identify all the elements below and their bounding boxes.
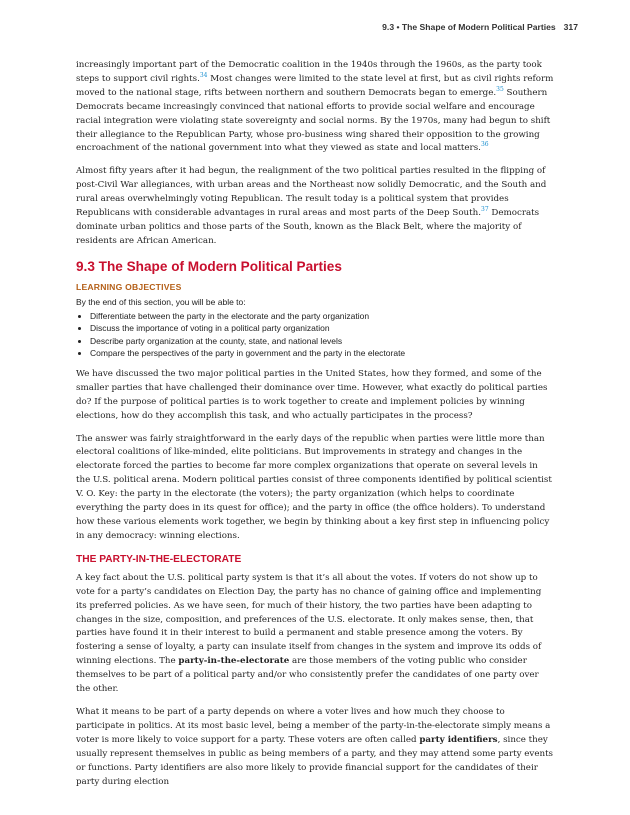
list-item: • Describe party organization at the county, state, and national levels [90, 335, 554, 348]
text-run: , since they usually represent themselves in public as being members of a party, and they may attend some party events or functions. Party identifiers are also more likely to provide financial support for the candidates of their party during election [76, 734, 554, 787]
text-run: are those members of the voting public who consider themselves to be part of a political party and/or who consistently prefer the candidates of one party over the other. [76, 656, 539, 695]
footnote-link-37[interactable]: 37 [481, 206, 489, 214]
subsection-title: THE PARTY-IN-THE-ELECTORATE [76, 553, 242, 565]
paragraph-continuation [76, 59, 554, 156]
footnote-link-35[interactable]: 35 [496, 85, 504, 93]
list-item: • Compare the perspectives of the party in government and the party in the electorate [90, 347, 554, 360]
running-title: 9.3 • The Shape of Modern Political Parties [382, 22, 556, 32]
paragraph-realignment [76, 165, 554, 248]
text-run: A key fact about the U.S. political party system is that it’s all about the votes. If voters do not show up to vote for a party’s candidates on Election Day, the party has no chance of gaining office and implementing its preferred policies. As we have seen, for much of their history, the two parties have been adapting to changes in the size, composition, and preferences of the U.S. electorate. It only makes sense, then, that parties have found it in their interest to build a permanent and stable presence among the voters. By fostering a sense of loyalty, a party can insulate itself from changes in the system and improve its odds of winning elections. The [76, 572, 542, 667]
footnote-link-34[interactable]: 34 [199, 71, 208, 79]
key-term: party identifiers [419, 734, 498, 745]
paragraph-votes [76, 572, 554, 697]
list-item: • Differentiate between the party in the electorate and the party organization [90, 310, 554, 323]
running-header [382, 22, 578, 32]
text-run: Southern Democrats became increasingly convinced that national efforts to provide social welfare and encourage racial integration were violating state sovereignty and social norms. By the 1970s, many had begun to shift their allegiance to the Republican Party, whose pro-business wing shared their opposition to the growing encroachment of the national government into what they viewed as state and local matters. [76, 87, 551, 154]
learning-objectives-list [76, 310, 554, 360]
footnote-link-36[interactable]: 36 [480, 141, 489, 149]
text-run: Almost fifty years after it had begun, the realignment of the two political parties resulted in the flipping of post-Civil War allegiances, with urban areas and the Northeast now solidly Democratic, and the South and rural areas overwhelmingly voting Republican. The result today is a political system that provides Republicans with considerable advantages in rural areas and most parts of the Deep South. [76, 166, 547, 219]
learning-objectives-heading: LEARNING OBJECTIVES [76, 281, 182, 292]
paragraph-identifiers [76, 706, 554, 789]
page-number: 317 [563, 22, 578, 32]
text-run: increasingly important part of the Democratic coalition in the 1940s through the 1960s, as the party took steps to support civil rights. [76, 60, 542, 84]
list-item: • Discuss the importance of voting in a political party organization [90, 322, 554, 335]
key-term: party-in-the-electorate [178, 656, 290, 667]
text-run: Democrats dominate urban politics and those parts of the South, known as the Black Belt, where the majority of residents are African American. [76, 208, 540, 246]
paragraph-intro: We have discussed the two major political parties in the United States, how they formed, and some of the smaller parties that have challenged their dominance over time. However, what exactly do political parties do? If the purpose of political parties is to work together to create and implement policies by winning elections, how do they accomplish this task, and who actually participates in the process? [76, 368, 548, 421]
page-content [76, 59, 554, 798]
section-title: 9.3 The Shape of Modern Political Parties [76, 258, 342, 274]
learning-objectives-intro: By the end of this section, you will be able to: [76, 296, 246, 307]
text-run: Most changes were limited to the state level at first, but as civil rights reform moved to the national stage, rifts between northern and southern Democrats began to emerge. [76, 73, 554, 98]
paragraph-components: The answer was fairly straightforward in the early days of the republic when parties were little more than electoral coalitions of like-minded, elite politicians. But improvements in strategy and changes in the electorate forced the parties to become far more complex organizations that operate on several levels in the U.S. political arena. Modern political parties consist of three components identified by political scientist V. O. Key: the party in the electorate (the voters); the party organization (which helps to coordinate everything the party does in its quest for office); and the party in office (the office holders). To understand how these various elements work together, we begin by thinking about a key first step in influencing policy in any democracy: winning elections. [76, 433, 552, 541]
text-run: What it means to be part of a party depends on where a voter lives and how much they choose to participate in politics. At its most basic level, being a member of the party-in-the-electorate simply means a voter is more likely to voice support for a party. These voters are often called [76, 706, 551, 745]
